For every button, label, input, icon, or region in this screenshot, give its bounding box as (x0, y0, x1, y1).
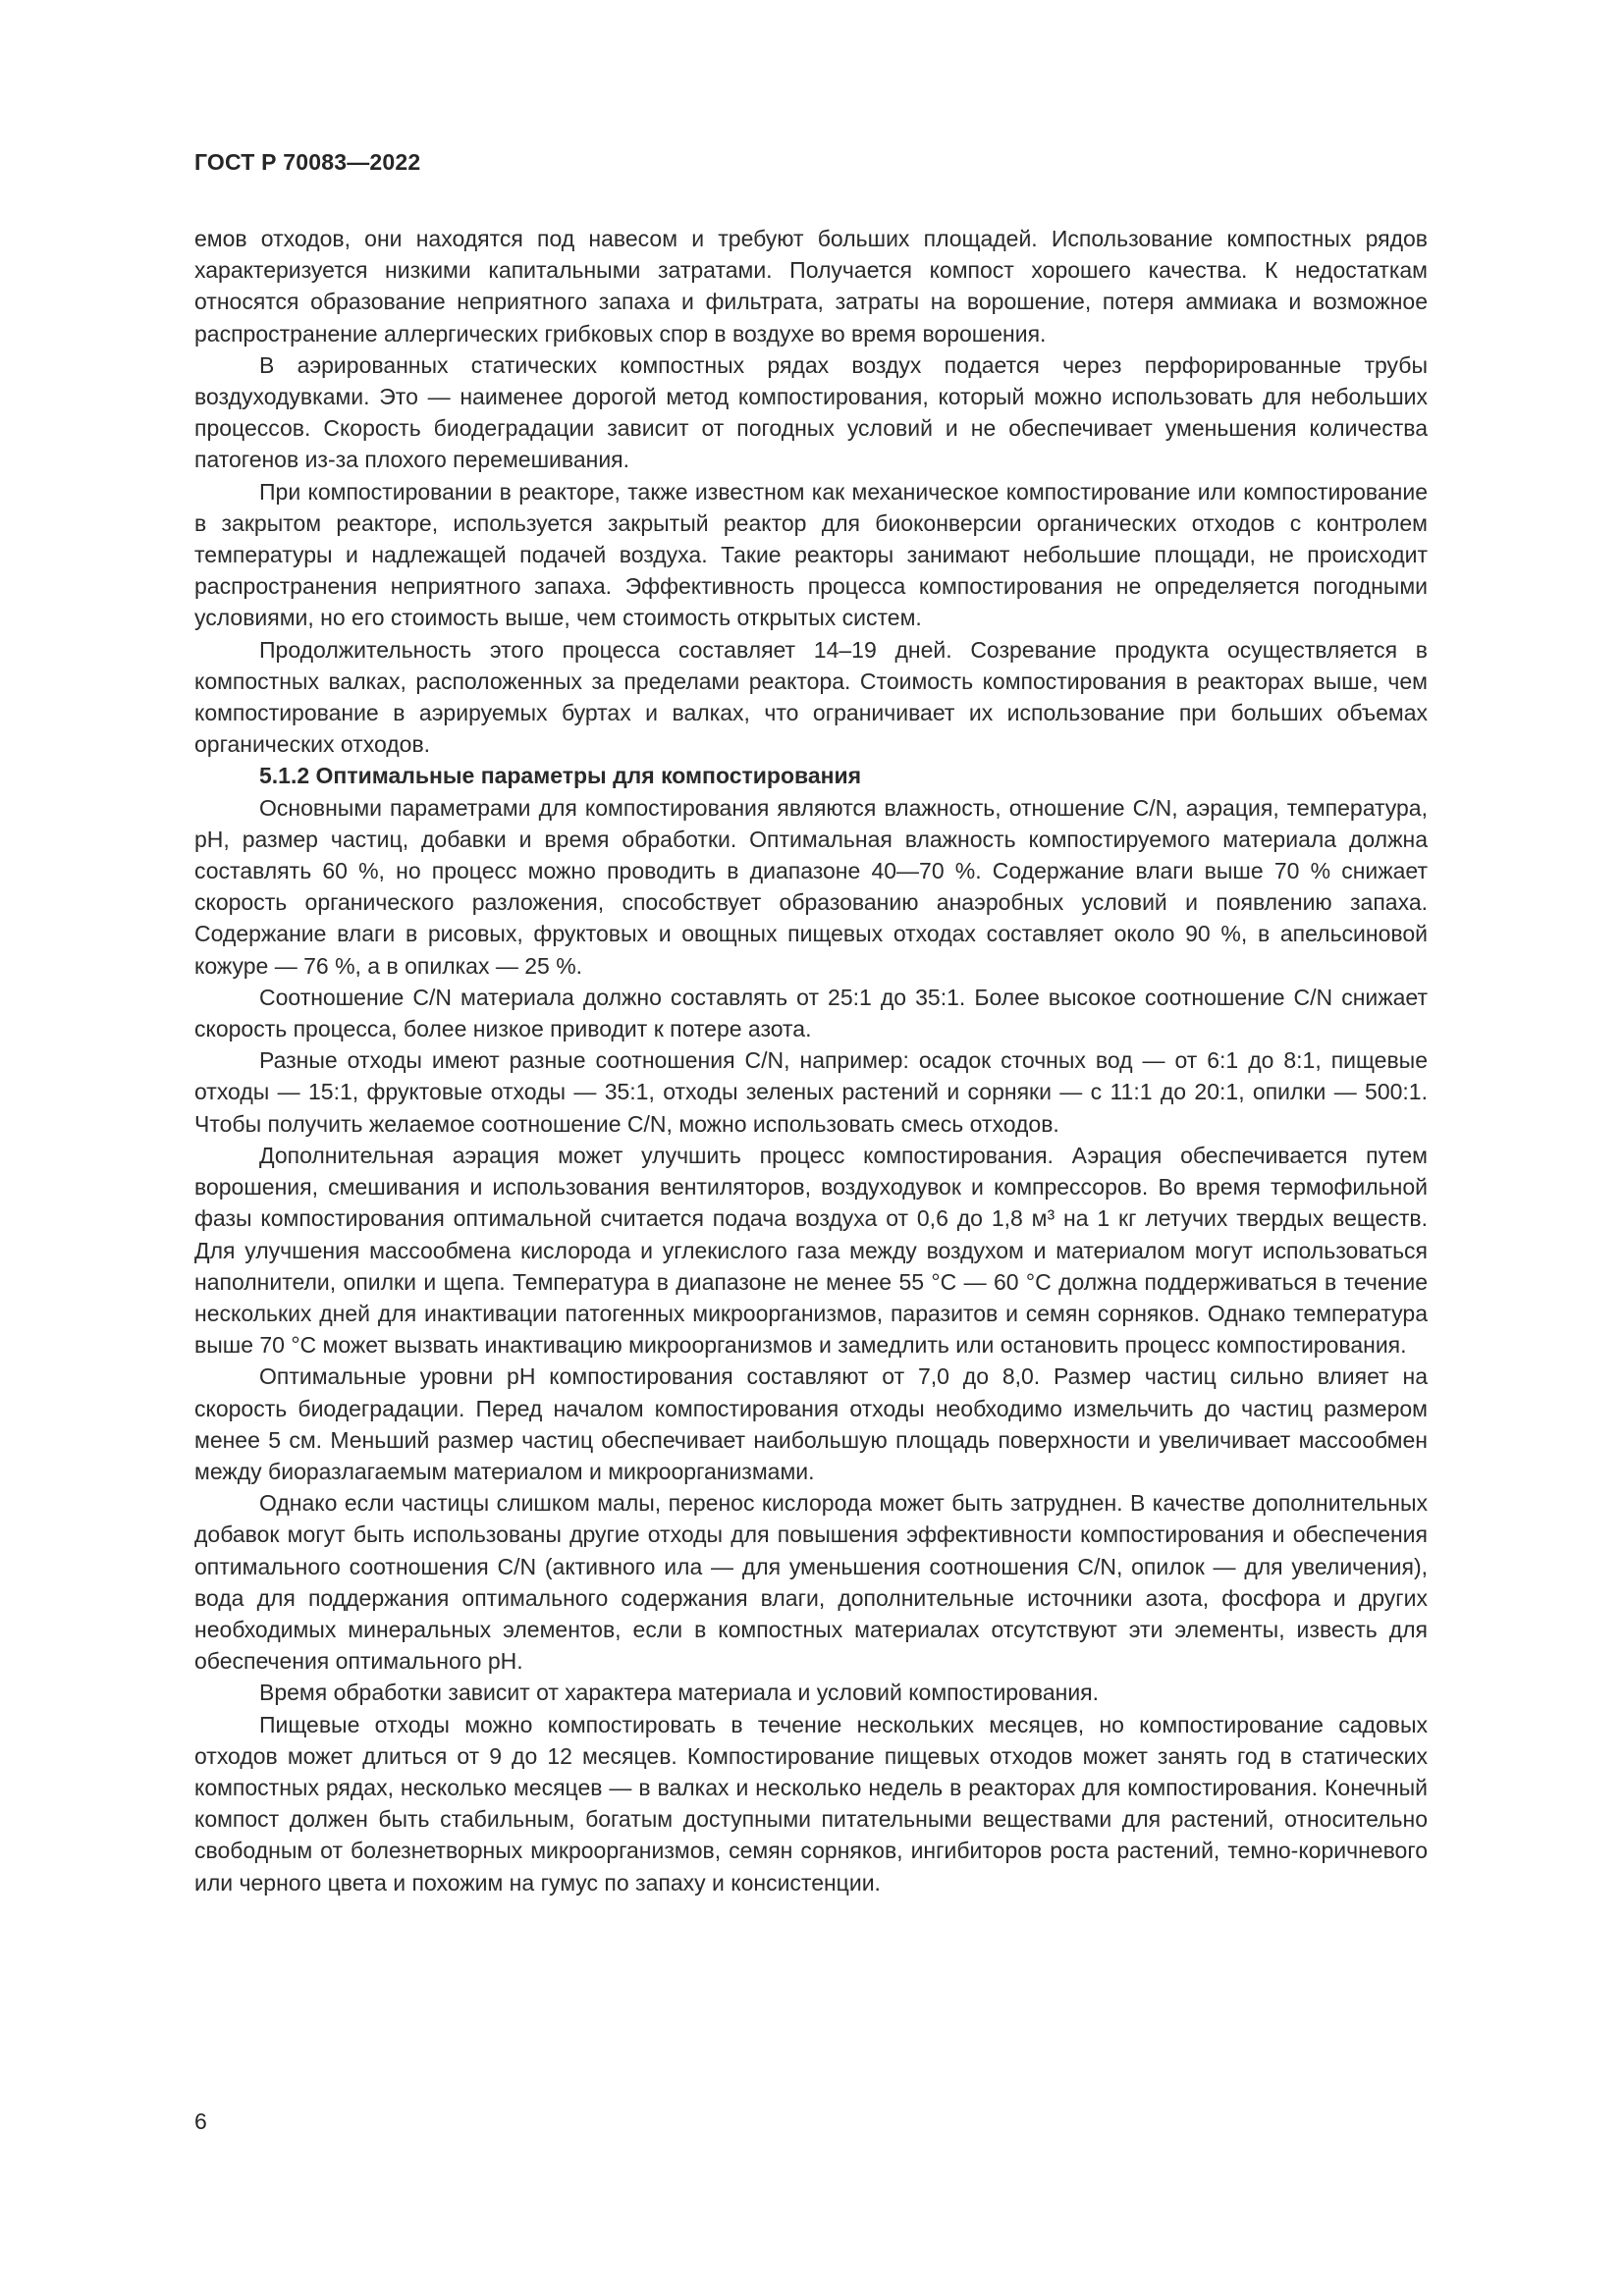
paragraph: Разные отходы имеют разные соотношения C/N, например: осадок сточных вод — от 6:1 до 8:1, пищевые отходы — 15:1, фруктовые отходы — 35:1, отходы зеленых растений и сорняки — с 11:1 до 20:1, опилки — 500:1. Чтобы получить желаемое соотношение C/N, можно использовать смесь отходов. (194, 1047, 1428, 1137)
paragraph: Продолжительность этого процесса составляет 14–19 дней. Созревание продукта осуществляется в компостных валках, расположенных за пределами реактора. Стоимость компостирования в реакторах выше, чем компостирование в аэрируемых буртах и валках, что ограничивает их использование при больших объемах органических отходов. (194, 636, 1428, 758)
paragraph-continuation: емов отходов, они находятся под навесом и требуют больших площадей. Использование компостных рядов характеризуется низкими капитальными затратами. Получается компост хорошего качества. К недостаткам относятся образование неприятного запаха и фильтрата, затраты на ворошение, потеря аммиака и возможное распространение аллергических грибковых спор в воздухе во время ворошения. (194, 226, 1428, 347)
paragraph: Пищевые отходы можно компостировать в течение нескольких месяцев, но компостирование садовых отходов может длиться от 9 до 12 месяцев. Компостирование пищевых отходов может занять год в статических компостных рядах, несколько месяцев — в валках и несколько недель в реакторах для компостирования. Конечный компост должен быть стабильным, богатым доступными питательными веществами для растений, относительно свободным от болезнетворных микроорганизмов, семян сорняков, ингибиторов роста растений, темно-коричневого или черного цвета и похожим на гумус по запаху и консистенции. (194, 1711, 1428, 1896)
paragraph: Время обработки зависит от характера материала и условий компостирования. (259, 1680, 1100, 1706)
paragraph: При компостировании в реакторе, также известном как механическое компостирование или компостирование в закрытом реакторе, используется закрытый реактор для биоконверсии органических отходов с контролем температуры и надлежащей подачей воздуха. Такие реакторы занимают небольшие площади, не происходит распространения неприятного запаха. Эффективность процесса компостирования не определяется погодными условиями, но его стоимость выше, чем стоимость открытых систем. (194, 478, 1428, 631)
document-body (194, 223, 1428, 1898)
document-header: ГОСТ Р 70083—2022 (194, 149, 421, 175)
paragraph: В аэрированных статических компостных рядах воздух подается через перфорированные трубы воздуходувками. Это — наименее дорогой метод компостирования, который можно использовать для небольших процессов. Скорость биодеградации зависит от погодных условий и не обеспечивает уменьшения количества патогенов из-за плохого перемешивания. (194, 351, 1428, 473)
paragraph: Оптимальные уровни pH компостирования составляют от 7,0 до 8,0. Размер частиц сильно влияет на скорость биодеградации. Перед началом компостирования отходы необходимо измельчить до частиц размером менее 5 см. Меньший размер частиц обеспечивает наибольшую площадь поверхности и увеличивает массообмен между биоразлагаемым материалом и микроорганизмами. (194, 1363, 1428, 1484)
paragraph: Дополнительная аэрация может улучшить процесс компостирования. Аэрация обеспечивается путем ворошения, смешивания и использования вентиляторов, воздуходувок и компрессоров. Во время термофильной фазы компостирования оптимальной считается подача воздуха от 0,6 до 1,8 м³ на 1 кг летучих твердых веществ. Для улучшения массообмена кислорода и углекислого газа между воздухом и материалом могут использоваться наполнители, опилки и щепа. Температура в диапазоне не менее 55 °С — 60 °С должна поддерживаться в течение нескольких дней для инактивации патогенных микроорганизмов, паразитов и семян сорняков. Однако температура выше 70 °С может вызвать инактивацию микроорганизмов и замедлить или остановить процесс компостирования. (194, 1142, 1428, 1359)
paragraph: Основными параметрами для компостирования являются влажность, отношение C/N, аэрация, температура, pH, размер частиц, добавки и время обработки. Оптимальная влажность компостируемого материала должна составлять 60 %, но процесс можно проводить в диапазоне 40—70 %. Содержание влаги выше 70 % снижает скорость органического разложения, способствует образованию анаэробных условий и появлению запаха. Содержание влаги в рисовых, фруктовых и овощных пищевых отходах составляет около 90 %, в апельсиновой кожуре — 76 %, а в опилках — 25 %. (194, 794, 1428, 979)
page-number: 6 (194, 2109, 207, 2134)
paragraph: Однако если частицы слишком малы, перенос кислорода может быть затруднен. В качестве дополнительных добавок могут быть использованы другие отходы для повышения эффективности компостирования и обеспечения оптимального соотношения C/N (активного ила — для уменьшения соотношения C/N, опилок — для увеличения), вода для поддержания оптимального содержания влаги, дополнительные источники азота, фосфора и других необходимых минеральных элементов, если в компостных материалах отсутствуют эти элементы, известь для обеспечения оптимального pH. (194, 1490, 1428, 1675)
paragraph: Соотношение C/N материала должно составлять от 25:1 до 35:1. Более высокое соотношение C/N снижает скорость процесса, более низкое приводит к потере азота. (194, 984, 1428, 1042)
section-heading: 5.1.2 Оптимальные параметры для компостирования (259, 763, 862, 789)
